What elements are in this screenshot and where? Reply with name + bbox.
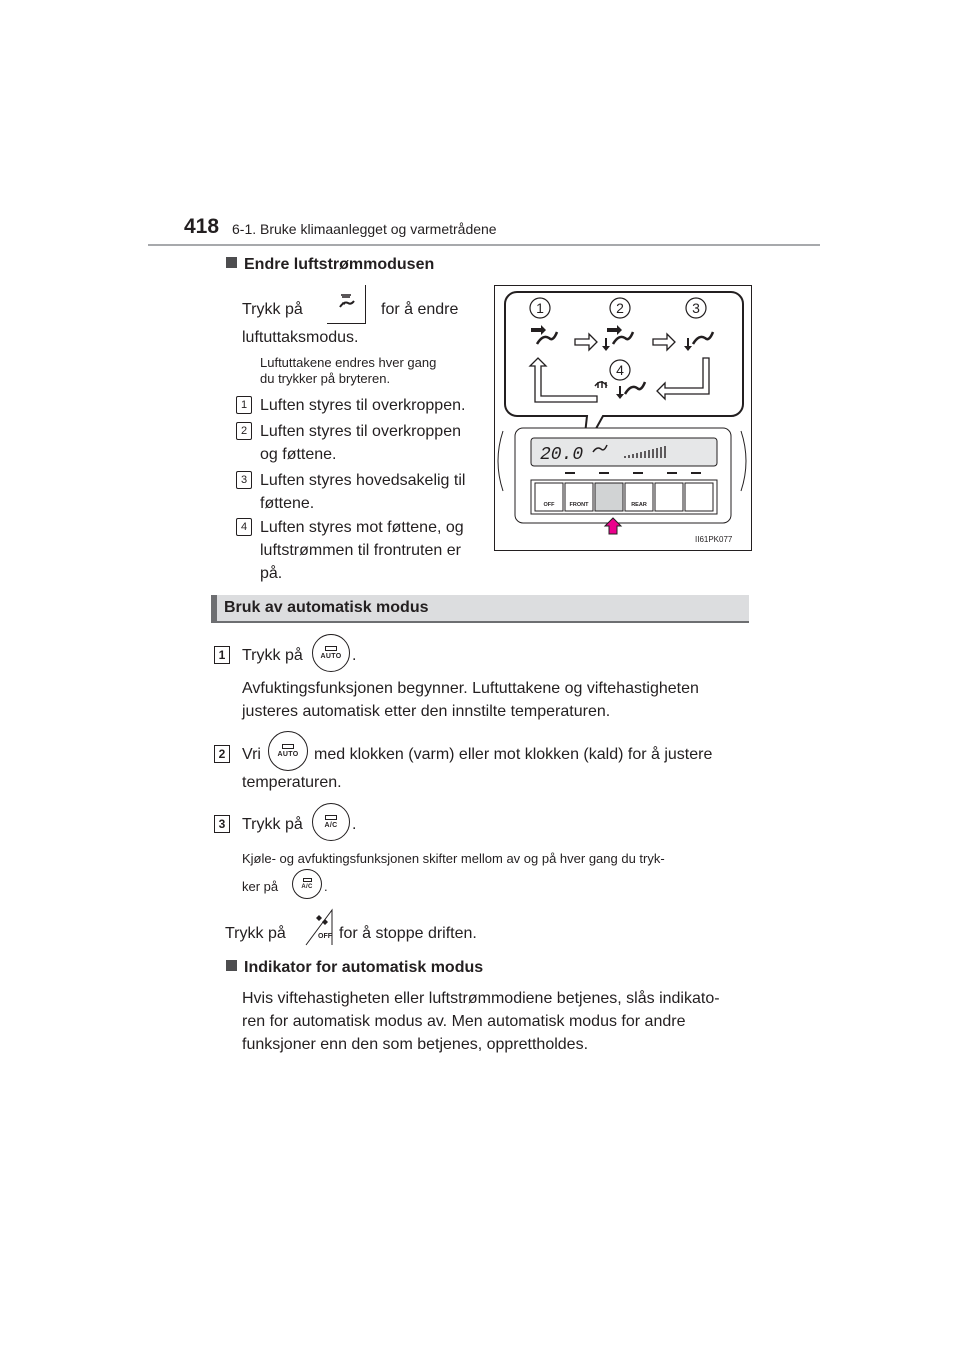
auto-section-title: Bruk av automatisk modus xyxy=(224,599,429,616)
indicator-line2: ren for automatisk modus av. Men automatisk modus for andre xyxy=(242,1013,686,1030)
diagram-label-3: 3 xyxy=(692,300,700,316)
step3-note-line1: Kjøle- og avfuktingsfunksjonen skifter mellom av og på hver gang du tryk- xyxy=(242,851,665,866)
panel-rear-label: REAR xyxy=(631,502,647,508)
step1-desc-line2: justeres automatisk etter den innstilte temperaturen. xyxy=(242,703,611,720)
mode-button-icon xyxy=(327,285,366,324)
airflow-item-2: Luften styres til overkroppen xyxy=(260,423,461,440)
airflow-item-4-line3: på. xyxy=(260,565,283,582)
indicator-tick-icon xyxy=(325,815,337,820)
airflow-item-1: Luften styres til overkroppen. xyxy=(260,397,466,414)
square-bullet-icon xyxy=(226,960,237,971)
item-number: 4 xyxy=(236,518,252,536)
panel-front-label: FRONT xyxy=(569,502,589,508)
step-number: 2 xyxy=(214,745,230,763)
airflow-press-line2: luftuttaksmodus. xyxy=(242,329,359,346)
step1-period: . xyxy=(352,647,357,664)
step3-period: . xyxy=(352,816,357,833)
panel-off-label: OFF xyxy=(543,502,555,508)
item-number: 1 xyxy=(236,396,252,414)
indicator-line1: Hvis viftehastigheten eller luftstrømmodiene betjenes, slås indikato- xyxy=(242,990,720,1007)
indicator-tick-icon xyxy=(303,878,312,882)
diagram-label-2: 2 xyxy=(616,300,624,316)
airflow-press-line: Trykk på xyxy=(242,301,303,318)
square-bullet-icon xyxy=(226,257,237,268)
step3-note-period: . xyxy=(324,879,328,894)
stop-before: Trykk på xyxy=(225,925,286,942)
airflow-note-line1: Luftuttakene endres hver gang xyxy=(260,355,437,370)
figure-code: II61PK077 xyxy=(695,535,733,544)
indicator-heading: Indikator for automatisk modus xyxy=(226,959,483,977)
off-button-label: OFF xyxy=(318,933,332,940)
header-divider xyxy=(148,244,820,246)
page-number: 418 xyxy=(184,215,220,238)
indicator-tick-icon xyxy=(282,744,294,749)
auto-button-icon xyxy=(312,634,350,672)
airflow-note-line2: du trykker på bryteren. xyxy=(260,371,391,386)
section-bar-accent xyxy=(211,595,217,623)
step2-line2: temperaturen. xyxy=(242,774,342,791)
airflow-item-4-line2: luftstrømmen til frontruten er xyxy=(260,542,461,559)
airflow-press-after: for å endre xyxy=(381,301,459,318)
item-number: 3 xyxy=(236,471,252,489)
step2-after: med klokken (varm) eller mot klokken (kald) for å justere xyxy=(314,746,713,763)
airflow-heading: Endre luftstrømmodusen xyxy=(226,256,434,274)
ac-button-small-icon xyxy=(292,869,322,899)
off-button-icon xyxy=(296,908,334,946)
item-number: 2 xyxy=(236,422,252,440)
step1-press: Trykk på xyxy=(242,647,303,664)
step3-press: Trykk på xyxy=(242,816,303,833)
display-temperature: 20.0 xyxy=(540,445,584,465)
diagram-label-4: 4 xyxy=(616,362,624,378)
section-title: 6-1. Bruke klimaanlegget og varmetrådene xyxy=(232,221,497,237)
climate-panel-illustration xyxy=(495,286,749,548)
airflow-item-3-line2: føttene. xyxy=(260,495,315,512)
step2-before: Vri xyxy=(242,746,261,763)
airflow-item-2-line2: og føttene. xyxy=(260,446,337,463)
auto-dial-icon xyxy=(268,731,308,771)
step1-desc-line1: Avfuktingsfunksjonen begynner. Luftuttakene og viftehastigheten xyxy=(242,680,699,697)
section-bar xyxy=(211,595,749,623)
ac-button-small-label: A/C xyxy=(301,884,313,890)
airflow-item-4: Luften styres mot føttene, og xyxy=(260,519,464,536)
indicator-tick-icon xyxy=(325,646,337,651)
step3-note-line2: ker på xyxy=(242,879,279,894)
ac-button-label: A/C xyxy=(324,822,338,829)
step-number: 1 xyxy=(214,646,230,664)
auto-dial-label: AUTO xyxy=(277,751,299,758)
step-number: 3 xyxy=(214,815,230,833)
ac-button-icon xyxy=(312,803,350,841)
indicator-line3: funksjoner enn den som betjenes, opprettholdes. xyxy=(242,1036,589,1053)
auto-button-label: AUTO xyxy=(320,653,342,660)
airflow-item-3: Luften styres hovedsakelig til xyxy=(260,472,466,489)
diagram-label-1: 1 xyxy=(536,300,544,316)
stop-after: for å stoppe driften. xyxy=(339,925,477,942)
